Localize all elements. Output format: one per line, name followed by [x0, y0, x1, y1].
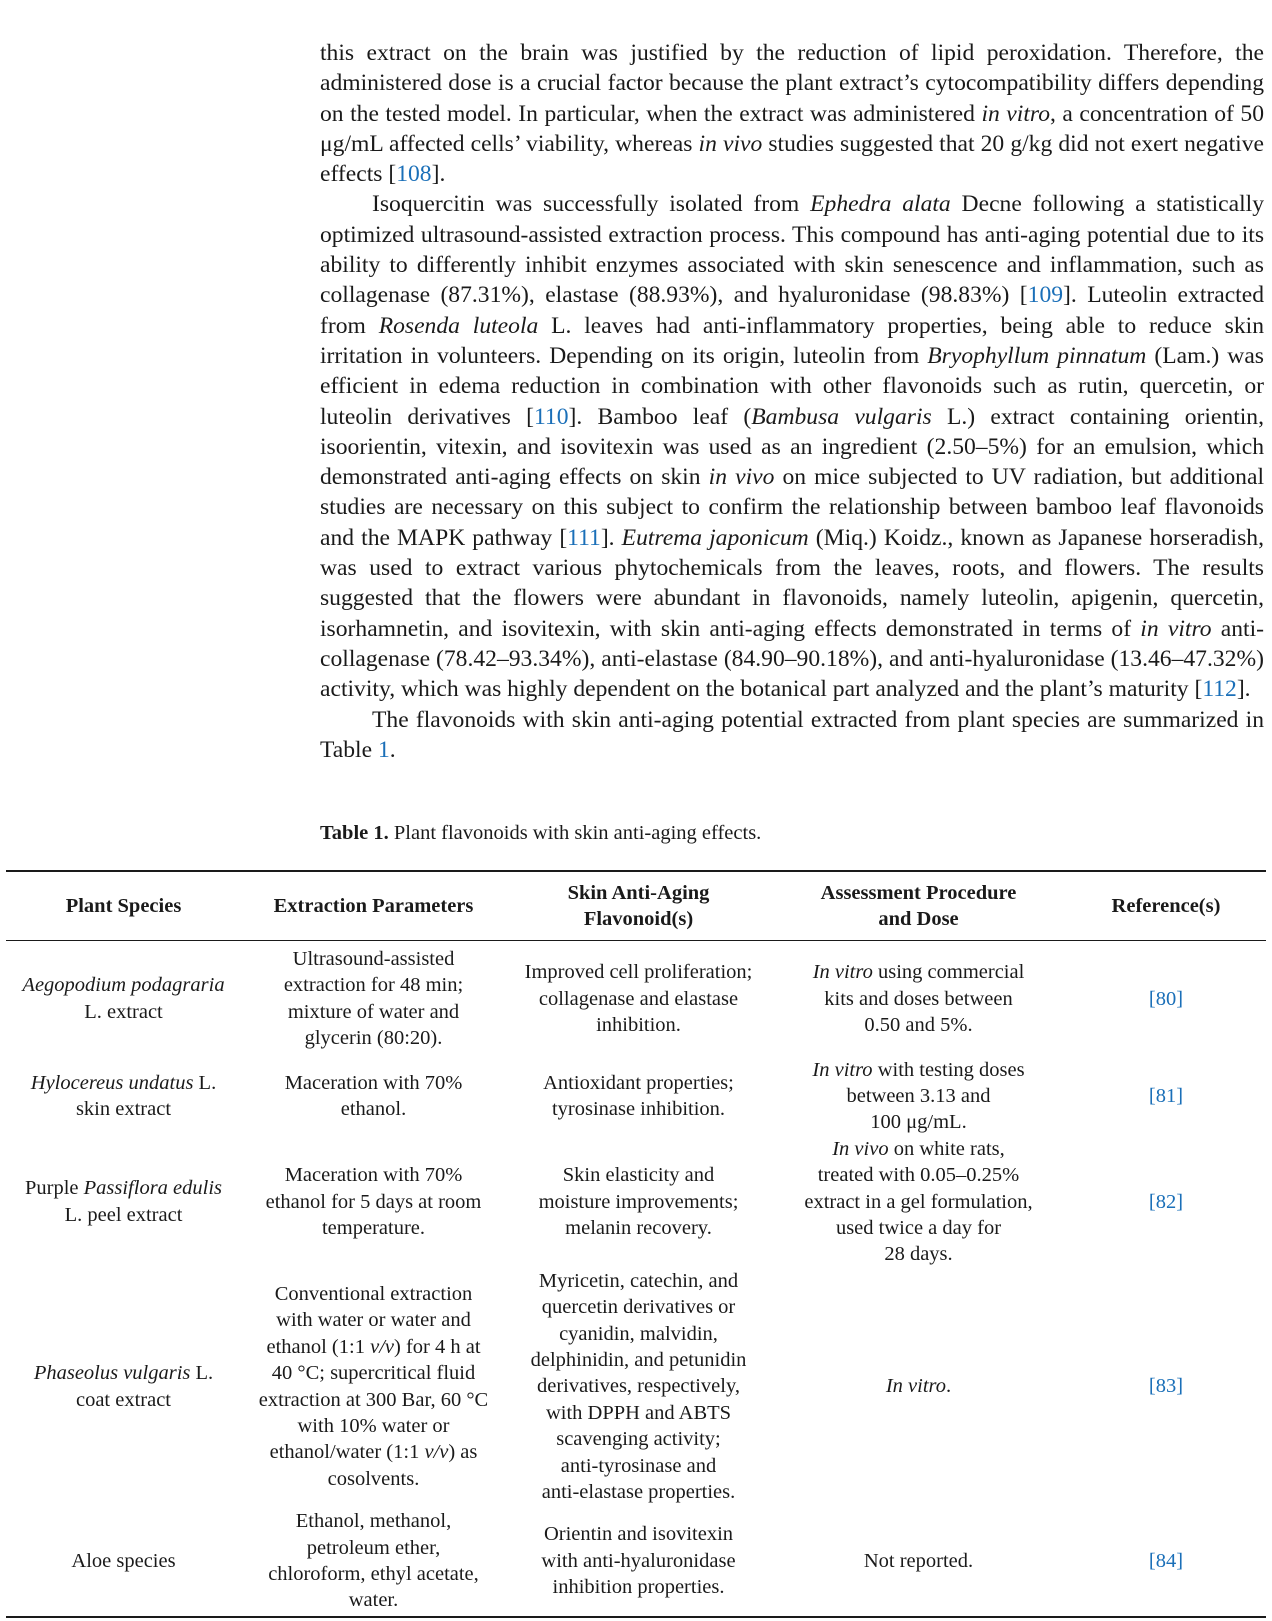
- text-run: Skin elasticity and: [562, 1164, 715, 1187]
- table-cell: [1066, 1268, 1266, 1506]
- table-cell: [1066, 1136, 1266, 1268]
- flavonoids-table: [6, 870, 1266, 1618]
- table-cell: [6, 1057, 241, 1136]
- text-run: melanin recovery.: [565, 1216, 712, 1239]
- table-cell: [771, 1505, 1066, 1617]
- text-run: ethanol/water (1:1: [269, 1441, 425, 1464]
- table-cell: [6, 1505, 241, 1617]
- italic-text: In vivo: [832, 1137, 889, 1160]
- text-run: moisture improvements;: [538, 1190, 739, 1213]
- column-header: [1066, 871, 1266, 941]
- citation-link[interactable]: [81]: [1148, 1084, 1184, 1107]
- text-run: with DPPH and ABTS: [545, 1401, 732, 1424]
- italic-text: in vivo: [698, 130, 763, 157]
- italic-text: v/v: [370, 1335, 394, 1358]
- table-row: [6, 1057, 1266, 1136]
- table-cell: [771, 1136, 1066, 1268]
- text-run: Assessment Procedure: [820, 881, 1017, 904]
- italic-text: Bambusa vulgaris: [751, 403, 932, 430]
- citation-link[interactable]: 1: [377, 736, 390, 763]
- italic-text: Ephedra alata: [810, 191, 951, 218]
- table-cell: [241, 1136, 506, 1268]
- text-run: Orientin and isovitexin: [543, 1523, 734, 1546]
- text-run: L.) extract containing orientin, isoorientin, vitexin, and isovitexin was used as an ingredient (2.50–5%) for an emulsion, which demonstrated anti-aging effects on skin: [320, 403, 1264, 491]
- text-run: Conventional extraction: [274, 1282, 473, 1305]
- citation-link[interactable]: [82]: [1148, 1190, 1184, 1213]
- column-header: [6, 871, 241, 941]
- text-run: Extraction Parameters: [273, 894, 474, 917]
- column-header: [771, 871, 1066, 941]
- italic-text: Bryophyllum pinnatum: [927, 342, 1147, 369]
- table-cell: [1066, 1057, 1266, 1136]
- table-cell: [771, 941, 1066, 1057]
- text-run: ethanol.: [340, 1098, 407, 1121]
- text-run: 0.50 and 5%.: [864, 1013, 973, 1036]
- text-run: Antioxidant properties;: [543, 1071, 734, 1094]
- table-header-row: [6, 871, 1266, 941]
- text-run: chloroform, ethyl acetate,: [268, 1562, 479, 1585]
- text-run: treated with 0.05–0.25%: [817, 1164, 1020, 1187]
- table-cell: [6, 1268, 241, 1506]
- italic-text: Phaseolus vulgaris: [33, 1362, 191, 1385]
- body-paragraph: [320, 705, 1264, 766]
- table-caption-label: Table 1.: [320, 822, 389, 844]
- text-run: collagenase and elastase: [538, 987, 739, 1010]
- italic-text: In vitro: [812, 961, 873, 984]
- text-run: on white rats,: [888, 1137, 1005, 1160]
- text-run: Maceration with 70%: [284, 1164, 463, 1187]
- citation-link[interactable]: [84]: [1148, 1549, 1184, 1572]
- text-run: cyanidin, malvidin,: [559, 1322, 718, 1345]
- text-run: extract in a gel formulation,: [804, 1190, 1033, 1213]
- text-run: L. extract: [84, 1000, 163, 1023]
- text-run: derivatives, respectively,: [536, 1375, 741, 1398]
- text-run: (Lam.) was efficient in edema reduction in combination with other flavonoids such as rutin, quercetin, or luteolin derivatives [: [320, 342, 1264, 430]
- text-run: kits and doses between: [824, 987, 1013, 1010]
- text-run: Aloe species: [71, 1549, 176, 1572]
- text-run: coat extract: [75, 1388, 172, 1411]
- text-run: ].: [1236, 676, 1251, 703]
- text-run: ].: [431, 161, 446, 188]
- citation-link[interactable]: 109: [1027, 282, 1064, 309]
- text-run: with testing doses: [872, 1058, 1025, 1081]
- text-run: and Dose: [878, 908, 959, 930]
- citation-link[interactable]: [80]: [1148, 987, 1184, 1010]
- text-run: Myricetin, catechin, and: [538, 1269, 739, 1292]
- italic-text: In vitro: [885, 1375, 947, 1398]
- citation-link[interactable]: 108: [396, 161, 432, 188]
- text-run: 100 μg/mL.: [870, 1111, 967, 1134]
- citation-link[interactable]: [83]: [1148, 1375, 1184, 1398]
- italic-text: Hylocereus undatus: [30, 1071, 194, 1094]
- text-run: ]. Bamboo leaf (: [568, 403, 752, 430]
- table-cell: [506, 1505, 771, 1617]
- text-run: Plant Species: [65, 894, 182, 917]
- text-run: used twice a day for: [835, 1216, 1002, 1239]
- italic-text: in vitro: [1140, 615, 1212, 642]
- text-run: cosolvents.: [327, 1467, 420, 1490]
- text-run: ethanol for 5 days at room: [265, 1190, 482, 1213]
- table-body: [6, 941, 1266, 1618]
- citation-link[interactable]: 112: [1202, 676, 1237, 703]
- body-paragraph: [320, 189, 1264, 704]
- text-run: skin extract: [75, 1098, 172, 1121]
- article-body: [320, 38, 1264, 765]
- text-run: petroleum ether,: [306, 1536, 441, 1559]
- text-run: inhibition.: [596, 1013, 681, 1036]
- citation-link[interactable]: 110: [534, 403, 569, 430]
- column-header: [506, 871, 771, 941]
- text-run: anti-tyrosinase and: [560, 1454, 717, 1477]
- text-run: anti-collagenase (78.42–93.34%), anti-elastase (84.90–90.18%), and anti-hyaluronidase (13.46–47.32%) activity, which was highly dependent on the botanical part analyzed and the plant’s maturity [: [320, 615, 1264, 703]
- text-run: The flavonoids with skin anti-aging potential extracted from plant species are summarized in Table: [320, 706, 1264, 763]
- text-run: Ultrasound-assisted: [292, 947, 455, 970]
- text-run: , a concentration of 50 μg/mL affected cells’ viability, whereas: [320, 100, 1265, 157]
- text-run: using commercial: [872, 961, 1025, 984]
- text-run: .: [389, 736, 396, 763]
- text-run: Flavonoid(s): [583, 908, 694, 930]
- citation-link[interactable]: 111: [567, 524, 601, 551]
- table-cell: [771, 1268, 1066, 1506]
- italic-text: Eutrema japonicum: [621, 524, 809, 551]
- italic-text: Rosenda luteola: [378, 312, 539, 339]
- text-run: ].: [600, 524, 622, 551]
- text-run: Ethanol, methanol,: [295, 1510, 452, 1533]
- text-run: with 10% water or: [297, 1414, 450, 1437]
- text-run: Reference(s): [1111, 894, 1221, 917]
- italic-text: Passiflora edulis: [83, 1177, 223, 1200]
- table-caption: [320, 822, 761, 845]
- text-run: ) for 4 h at: [394, 1335, 481, 1358]
- table-cell: [241, 1057, 506, 1136]
- italic-text: Aegopodium podagraria: [22, 974, 225, 997]
- text-run: L.: [190, 1362, 214, 1385]
- text-run: glycerin (80:20).: [304, 1027, 443, 1050]
- text-run: L.: [193, 1071, 217, 1094]
- table-caption-text: Plant flavonoids with skin anti-aging effects.: [388, 822, 762, 844]
- table-cell: [241, 1268, 506, 1506]
- body-paragraph: [320, 38, 1264, 189]
- text-run: (Miq.) Koidz., known as Japanese horseradish, was used to extract various phytochemicals from the leaves, roots, and flowers. The results suggested that the flowers were abundant in flavonoids, namely luteolin, apigenin, quercetin, isorhamnetin, and isovitexin, with skin anti-aging effects demonstrated in terms of: [320, 524, 1264, 642]
- text-run: Maceration with 70%: [284, 1071, 463, 1094]
- table-cell: [6, 1136, 241, 1268]
- text-run: between 3.13 and: [846, 1084, 991, 1107]
- text-run: ethanol (1:1: [266, 1335, 371, 1358]
- column-header: [241, 871, 506, 941]
- text-run: tyrosinase inhibition.: [551, 1098, 726, 1121]
- text-run: anti-elastase properties.: [541, 1481, 736, 1503]
- table-cell: [241, 941, 506, 1057]
- italic-text: in vivo: [708, 464, 775, 491]
- table-cell: [506, 1057, 771, 1136]
- table-row: [6, 941, 1266, 1057]
- table-cell: [506, 1136, 771, 1268]
- text-run: .: [946, 1375, 952, 1398]
- text-run: ) as: [448, 1441, 478, 1464]
- text-run: water.: [348, 1589, 399, 1612]
- table-row: [6, 1505, 1266, 1617]
- table-cell: [1066, 941, 1266, 1057]
- text-run: Improved cell proliferation;: [524, 961, 753, 984]
- text-run: inhibition properties.: [552, 1576, 725, 1599]
- text-run: ]. Luteolin extracted from: [320, 282, 1264, 339]
- text-run: extraction for 48 min;: [283, 974, 464, 997]
- text-run: Not reported.: [863, 1549, 974, 1572]
- italic-text: in vitro: [981, 100, 1050, 127]
- italic-text: v/v: [424, 1441, 449, 1464]
- text-run: scavenging activity;: [556, 1428, 721, 1451]
- text-run: mixture of water and: [287, 1000, 460, 1023]
- text-run: quercetin derivatives or: [541, 1296, 736, 1319]
- text-run: extraction at 300 Bar, 60 °C: [258, 1388, 489, 1411]
- text-run: Isoquercitin was successfully isolated from: [372, 191, 811, 218]
- text-run: delphinidin, and petunidin: [530, 1348, 747, 1371]
- text-run: this extract on the brain was justified by the reduction of lipid peroxidation. Therefore, the administered dose is a crucial factor because the plant extract’s cytocompatibility differs depending on the tested model. In particular, when the extract was administered: [320, 40, 1264, 127]
- table-cell: [771, 1057, 1066, 1136]
- text-run: on mice subjected to UV radiation, but additional studies are necessary on this subject to confirm the relationship between bamboo leaf flavonoids and the MAPK pathway [: [320, 464, 1264, 551]
- text-run: Purple: [24, 1177, 84, 1200]
- table-cell: [506, 1268, 771, 1506]
- text-run: 28 days.: [884, 1243, 953, 1266]
- text-run: L. peel extract: [64, 1203, 183, 1226]
- text-run: temperature.: [321, 1216, 425, 1239]
- text-run: with anti-hyaluronidase: [541, 1549, 736, 1572]
- table-row: [6, 1136, 1266, 1268]
- table-row: [6, 1268, 1266, 1506]
- text-run: Skin Anti-Aging: [567, 881, 710, 904]
- italic-text: In vitro: [812, 1058, 873, 1081]
- table-cell: [6, 941, 241, 1057]
- table-cell: [241, 1505, 506, 1617]
- text-run: L. leaves had anti-inflammatory properties, being able to reduce skin irritation in volunteers. Depending on its origin, luteolin from: [320, 312, 1264, 369]
- table-cell: [1066, 1505, 1266, 1617]
- text-run: with water or water and: [276, 1309, 471, 1332]
- table-cell: [506, 941, 771, 1057]
- text-run: studies suggested that 20 g/kg did not exert negative effects [: [320, 130, 1265, 188]
- text-run: Decne following a statistically optimized ultrasound-assisted extraction process. This compound has anti-aging potential due to its ability to differently inhibit enzymes associated with skin senescence and inflammation, such as collagenase (87.31%), elastase (88.93%), and hyaluronidase (98.83%) [: [320, 191, 1264, 309]
- text-run: 40 °C; supercritical fluid: [271, 1362, 476, 1385]
